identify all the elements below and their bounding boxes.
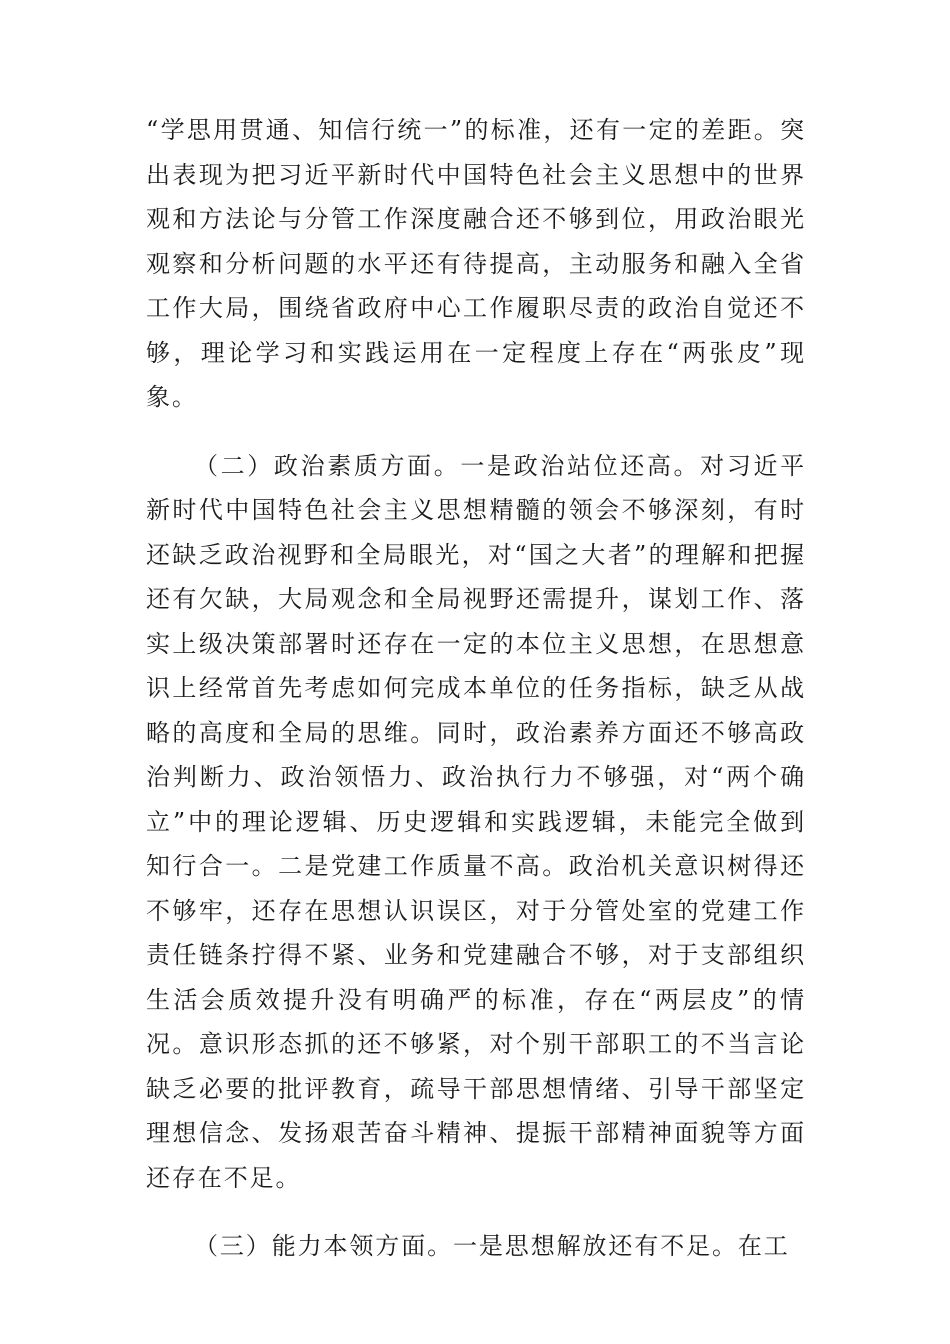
paragraph-continuation: “学思用贯通、知信行统一”的标准，还有一定的差距。突出表现为把习近平新时代中国特色社会主义思想中的世界观和方法论与分管工作深度融合还不够到位，用政治眼光观察和分析问题的水平还有待提高，主动服务和融入全省工作大局，围绕省政府中心工作履职尽责的政治自觉还不够，理论学习和实践运用在一定程度上存在“两张皮”现象。 [146, 116, 806, 411]
paragraph-political-quality: （二）政治素质方面。一是政治站位还高。对习近平新时代中国特色社会主义思想精髓的领会不够深刻，有时还缺乏政治视野和全局眼光，对“国之大者”的理解和把握还有欠缺，大局观念和全局视野还需提升，谋划工作、落实上级决策部署时还存在一定的本位主义思想，在思想意识上经常首先考虑如何完成本单位的任务指标，缺乏从战略的高度和全局的思维。同时，政治素养方面还不够高政治判断力、政治领悟力、政治执行力不够强，对“两个确立”中的理论逻辑、历史逻辑和实践逻辑，未能完全做到知行合一。二是党建工作质量不高。政治机关意识树得还不够牢，还存在思想认识误区，对于分管处室的党建工作责任链条拧得不紧、业务和党建融合不够，对于支部组织生活会质效提升没有明确严的标准，存在“两层皮”的情况。意识形态抓的还不够紧，对个别干部职工的不当言论缺乏必要的批评教育，疏导干部思想情绪、引导干部坚定理想信念、发扬艰苦奋斗精神、提振干部精神面貌等方面还存在不足。 [146, 451, 806, 1192]
document-body [146, 108, 806, 1269]
paragraph-ability: （三）能力本领方面。一是思想解放还有不足。在工 [194, 1232, 790, 1260]
